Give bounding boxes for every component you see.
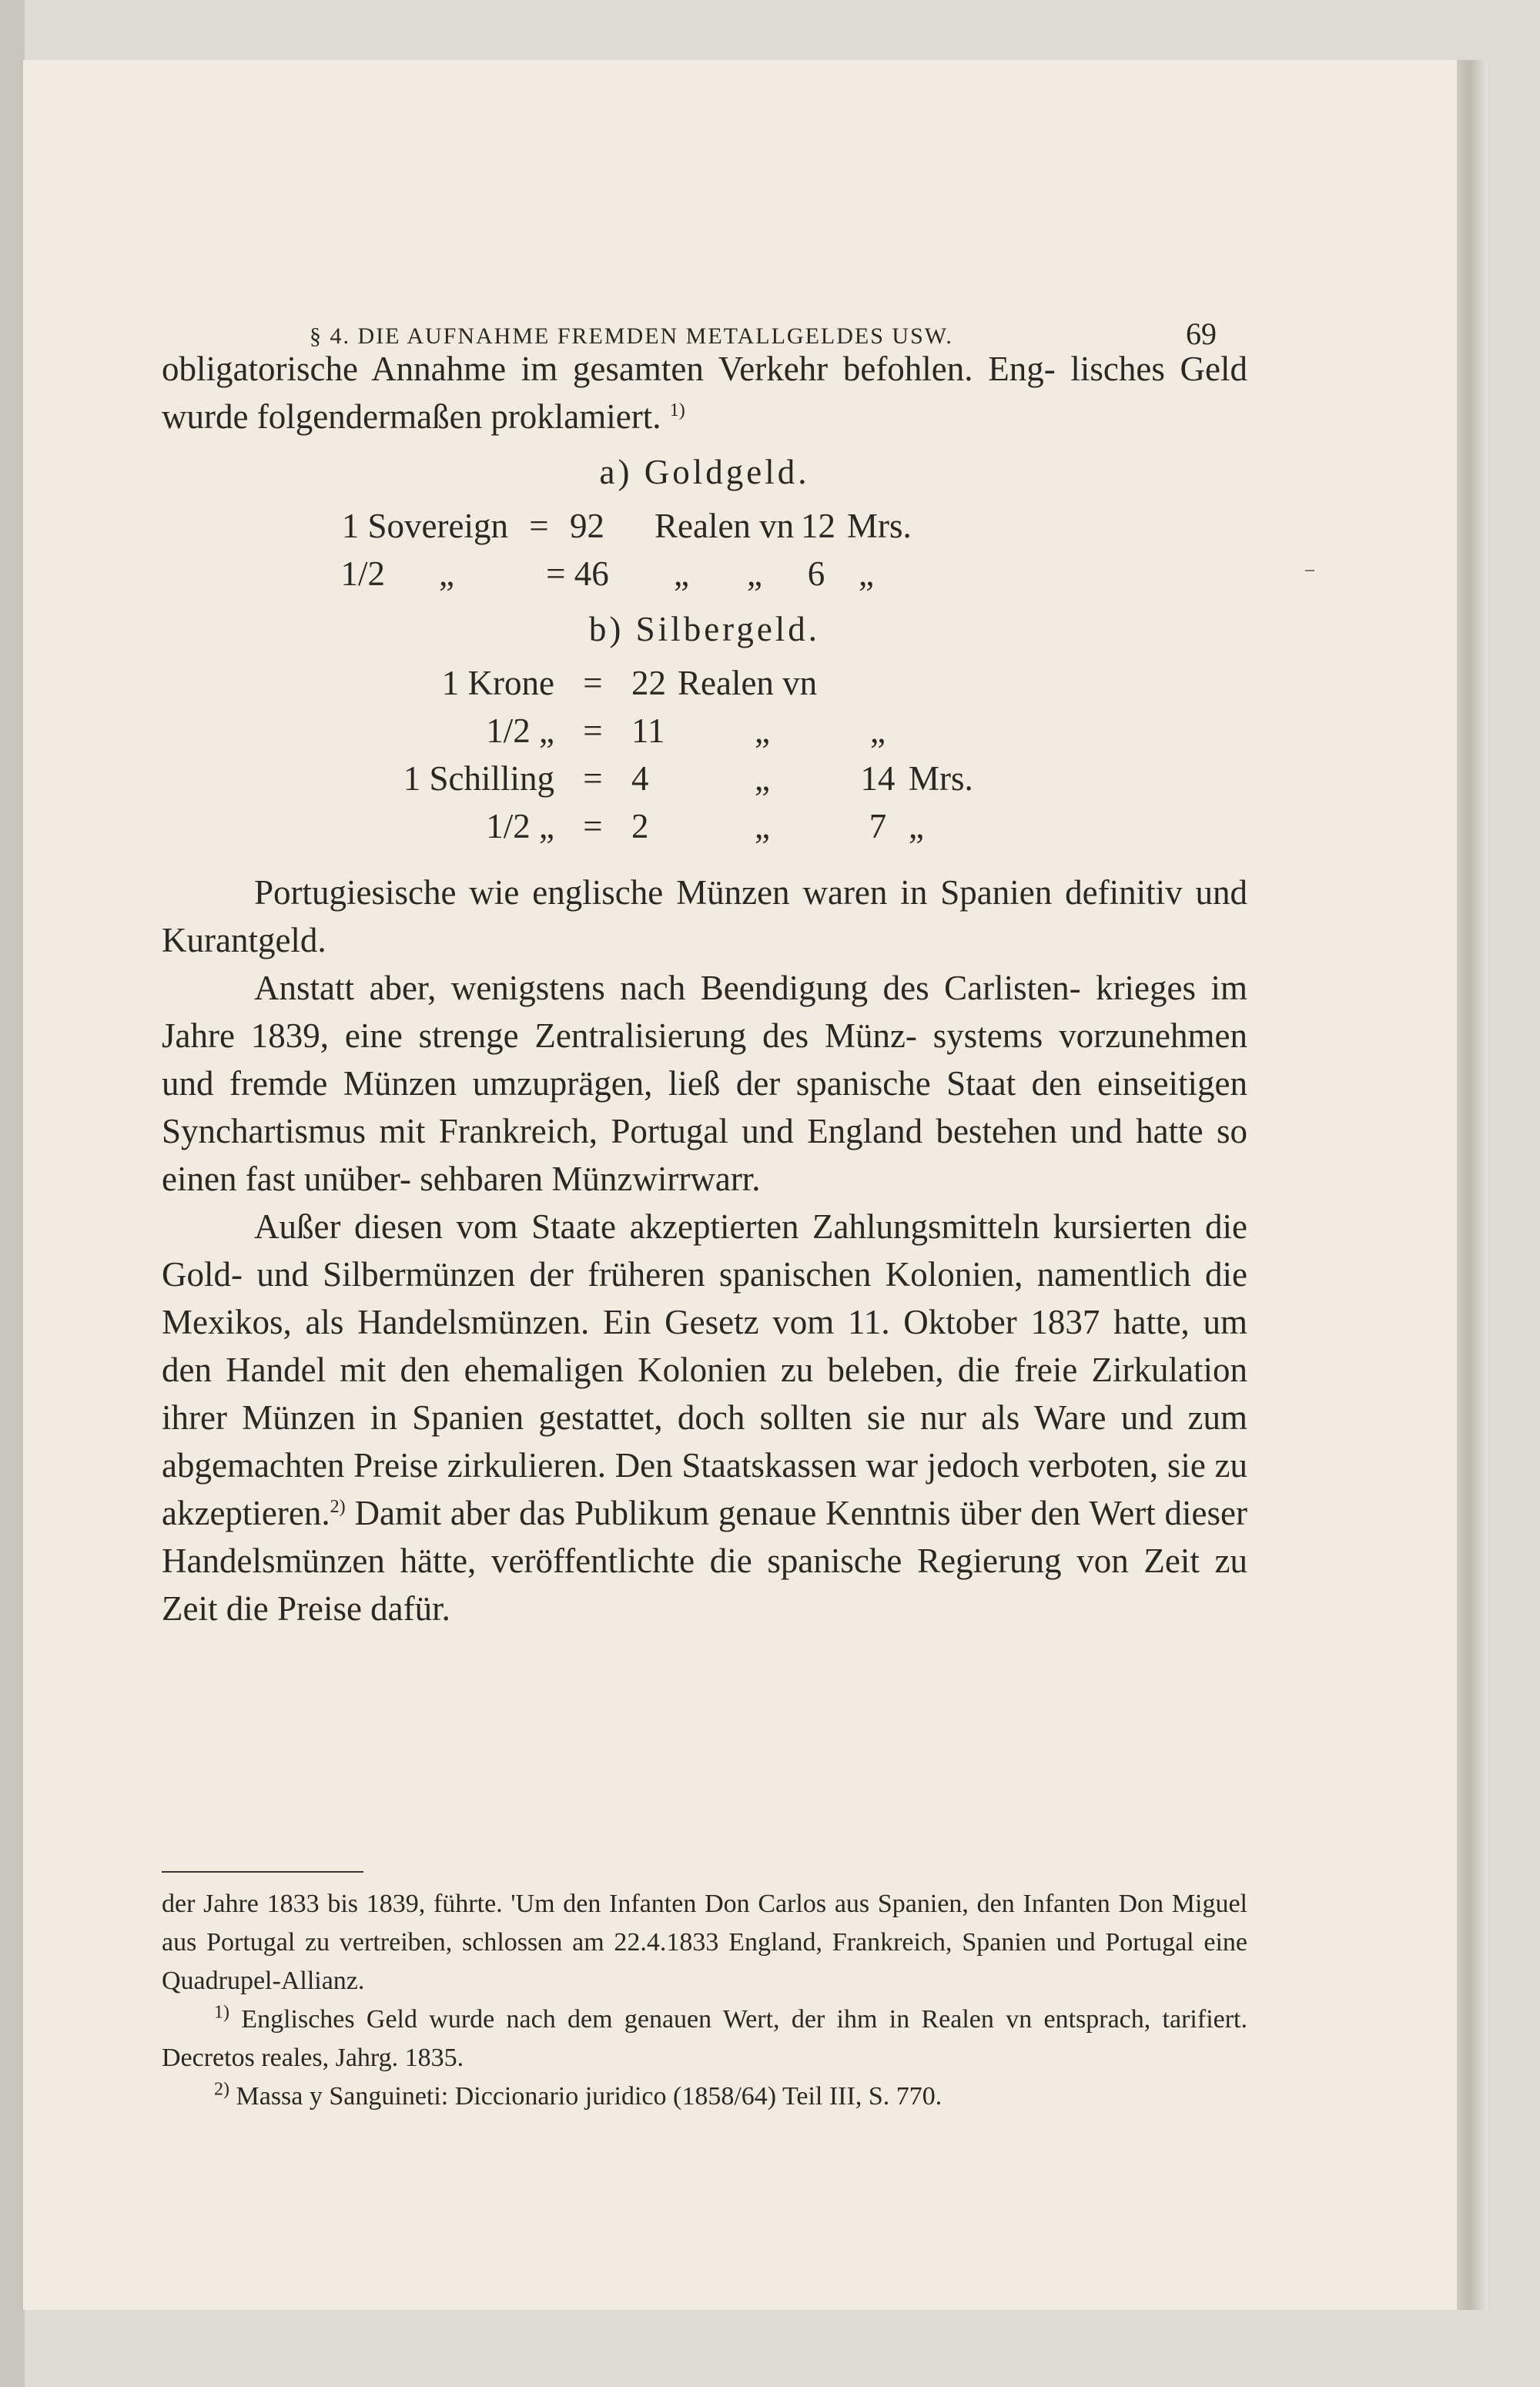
rate-mrs-unit: „ [909,807,924,845]
rate-row [162,755,1247,802]
rate-row [162,502,1247,550]
rate-row [162,802,1247,850]
paragraph-line: Anstatt aber, wenigstens nach Beendigung des Carlisten- [254,969,1081,1007]
rate-realen: 92 [570,507,604,545]
page-number: 69 [1186,316,1217,351]
rate-ditto: „ [439,554,454,593]
gold-title: a) Goldgeld. [599,453,810,491]
footnote-line: der Jahre 1833 bis 1839, führte. 'Um den Infanten Don Carlos aus Spanien, [162,1890,969,1918]
page-edge [1457,60,1488,2310]
paragraph [162,869,1247,964]
rate-mrs: 14 [860,759,896,798]
rate-coin: 1/2 [340,554,385,593]
rate-mrs: 7 [869,807,887,845]
rate-equals: = [529,507,549,545]
rate-mrs: 6 [807,554,825,593]
paragraph [162,1203,1247,1632]
paragraph-line: Damit aber das Publikum [345,1494,709,1532]
rate-unit: „ [755,807,770,845]
intro-line: lisches Geld wurde folgendermaßen proklamiert. [162,350,1248,436]
footnote-line: Realen vn entsprach, tarifiert. Decretos reales, Jahrg. 1835. [162,2005,1247,2072]
paragraph-line: systems vorzunehmen und fremde Münzen umzuprägen, ließ der [162,1016,1247,1103]
rate-equals: = [583,807,603,845]
footnote-divider [162,1871,363,1873]
footnote-continuation [162,1885,1247,2000]
main-text [162,345,1247,1632]
footnote-line: Englisches Geld wurde nach dem genauen Wert, der ihm in [229,2005,910,2034]
rate-equals: = [583,664,603,702]
footnote-2 [162,2077,1247,2116]
gold-rates [162,448,1247,598]
rate-mrs-unit [909,707,1024,755]
paragraph-line: krieges im Jahre 1839, eine strenge Zentralisierung des Münz- [162,969,1247,1055]
footnote-line: England, Frankreich, Spanien und Portugal eine Quadrupel-Allianz. [162,1928,1248,1995]
margin-mark [1305,570,1314,571]
paragraph-line: zum abgemachten Preise zirkulieren. Den Staatskassen war [162,1398,1248,1485]
footnote-ref: 1) [669,400,685,420]
rate-coin: 1/2 „ [486,711,554,750]
intro-paragraph [162,345,1247,440]
rate-realen: 2 [631,807,649,845]
footnotes [162,1885,1247,2116]
paragraph-line: definitiv und Kurantgeld. [162,873,1248,959]
rate-realen: 22 [631,664,666,702]
rate-row [162,659,1247,707]
rate-unit: Realen vn [654,507,795,545]
paragraph-line: kursierten die Gold- und Silbermünzen der früheren spanischen [162,1207,1247,1294]
rate-unit: Realen vn [678,664,818,702]
rate-mrs: „ [870,711,886,750]
book-page [23,60,1457,2310]
rate-mrs-unit: Mrs. [909,759,973,798]
rate-mrs: 12 [801,507,835,545]
rate-coin: 1 Schilling [403,759,554,798]
paragraph-line: Portugal und England bestehen und hatte so einen fast unüber- [162,1112,1248,1198]
rate-ditto: „ [859,554,874,593]
rate-equals: = [583,711,603,750]
rate-mrs-unit [909,659,1024,707]
rate-mrs [847,659,909,707]
silver-rates [162,605,1247,850]
silver-title: b) Silbergeld. [588,610,821,648]
footnote-marker: 1) [214,2002,229,2023]
footnote-line: Massa y Sanguineti: Diccionario juridico (1858/64) Teil III, S. 770. [229,2082,942,2111]
footnote-ref: 2) [330,1497,346,1517]
rate-coin: 1 Sovereign [341,507,508,545]
footnote-line: den Infanten Don Miguel aus Portugal zu vertreiben, schlossen am 22.4.1833 [162,1890,1247,1957]
paragraph-line: Außer diesen vom Staate akzeptierten Zahlungsmitteln [254,1207,1040,1246]
rate-mrs-unit: Mrs. [847,507,912,545]
intro-line: obligatorische Annahme im gesamten Verkehr befohlen. Eng- [162,350,1056,388]
rate-row [162,707,1247,755]
rate-realen: = 46 [546,554,609,593]
rate-realen: 11 [631,711,665,750]
rate-ditto: „ [747,554,762,593]
paragraph-line: Kolonien, namentlich die Mexikos, als Handelsmünzen. Ein [162,1255,1247,1341]
rate-row [162,550,1247,598]
paragraph-line: jedoch verboten, sie zu akzeptieren. [162,1446,1248,1532]
running-header [23,254,1457,351]
paragraph-line: Preise dafür. [276,1589,450,1628]
footnote-marker: 2) [214,2079,229,2100]
paragraph-line: veröffentlichte die spanische Regierung von Zeit zu Zeit die [162,1542,1248,1628]
footnote-1 [162,2000,1247,2077]
paragraph-line: Münzen in Spanien gestattet, doch sollten sie nur als Ware und [242,1398,1173,1437]
rate-unit: „ [755,759,770,798]
rate-unit: „ [755,711,770,750]
paragraph-line: genaue Kenntnis über den Wert dieser Handelsmünzen hätte, [162,1494,1247,1580]
rate-ditto: „ [674,554,689,593]
chapter-heading: § 4. DIE AUFNAHME FREMDEN METALLGELDES USW. [310,323,953,349]
paragraph-line: sehbaren Münzwirrwarr. [420,1160,761,1198]
rate-equals: = [583,759,603,798]
paragraph [162,964,1247,1203]
paragraph-line: ehemaligen Kolonien zu beleben, die freie Zirkulation ihrer [162,1351,1247,1437]
rate-coin: 1/2 „ [486,807,554,845]
paragraph-line: Gesetz vom 11. Oktober 1837 hatte, um den Handel mit den [162,1303,1248,1389]
paragraph-line: spanische Staat den einseitigen Synchartismus mit Frankreich, [162,1064,1247,1150]
rate-realen: 4 [631,759,649,798]
paragraph-line: Portugiesische wie englische Münzen waren in Spanien [254,873,1053,912]
rate-coin: 1 Krone [441,664,554,702]
scan-left-margin [0,0,25,2387]
